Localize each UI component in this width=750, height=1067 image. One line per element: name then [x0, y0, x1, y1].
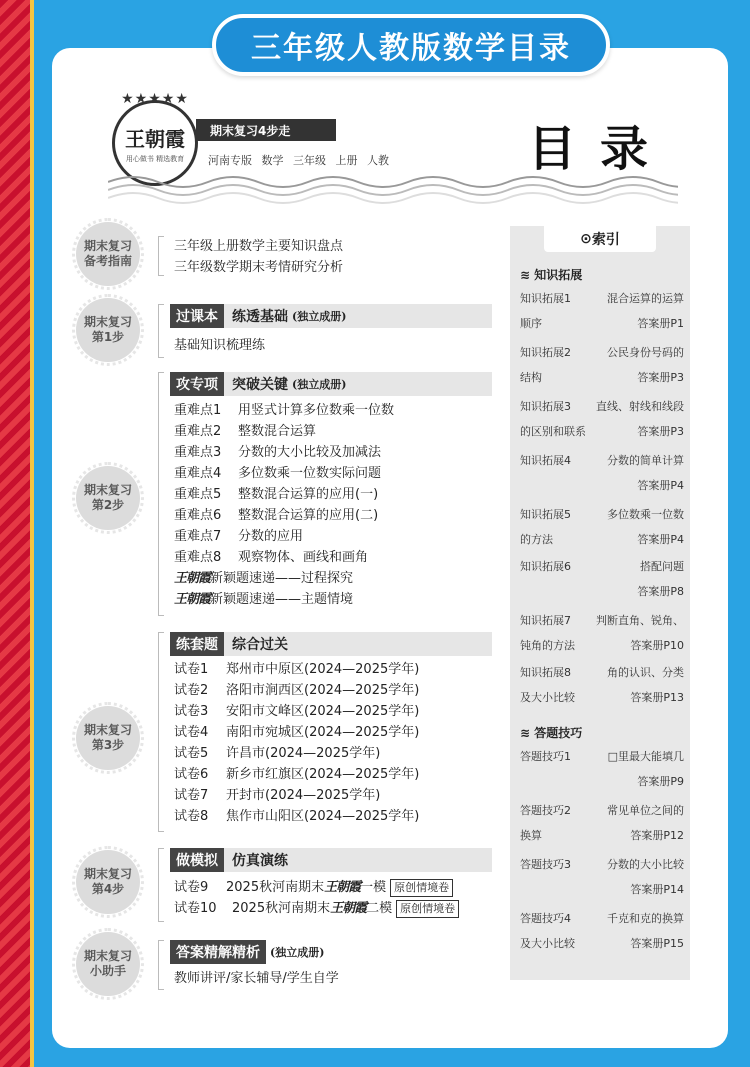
item-key: 重难点5 [174, 487, 222, 502]
list-item[interactable] [174, 526, 394, 547]
entry-ref: 答案册P3 [637, 425, 684, 438]
bracket [158, 848, 164, 922]
badge-step: 第4步 [91, 882, 125, 896]
original-tag: 原创情境卷 [390, 879, 453, 897]
step1-list [174, 335, 265, 356]
list-item[interactable] [174, 484, 394, 505]
section-tag: 答案精解精析 [170, 940, 266, 964]
section-header-helper [170, 940, 370, 964]
list-item[interactable] [174, 877, 459, 898]
item-key: 重难点4 [174, 466, 222, 481]
entry-key: 知识拓展8 [520, 666, 571, 679]
entry-text: 及大小比较 [520, 937, 575, 950]
section-tag: 做模拟 [170, 848, 224, 872]
badge-label: 期末复习 [83, 723, 132, 737]
section-note: (独立成册) [270, 946, 325, 959]
bracket [158, 372, 164, 616]
list-item[interactable] [174, 722, 419, 743]
section-subtitle: 突破关键 [232, 377, 288, 393]
step-badge-1 [76, 298, 140, 362]
entry-key: 知识拓展6 [520, 560, 571, 573]
original-tag: 原创情境卷 [396, 900, 459, 918]
index-entry[interactable] [520, 660, 684, 710]
index-entry[interactable] [520, 798, 684, 848]
entry-ref: 答案册P13 [630, 691, 684, 704]
item-key: 试卷3 [174, 704, 209, 719]
item-key: 试卷4 [174, 725, 209, 740]
entry-ref: 答案册P10 [630, 639, 684, 652]
entry-text: 换算 [520, 829, 542, 842]
index-entry[interactable] [520, 852, 684, 902]
page-title: 目录 [528, 121, 673, 177]
item-text: 整数混合运算的应用(一) [238, 487, 379, 502]
entry-text: 的区别和联系 [520, 425, 586, 438]
entry-key: 答题技巧4 [520, 912, 571, 925]
item-text: 2025秋河南期末 [232, 901, 331, 916]
index-category: ≋ 答题技巧 [520, 726, 583, 740]
list-item[interactable] [174, 400, 394, 421]
entry-ref: 答案册P14 [630, 883, 684, 896]
item-key: 试卷1 [174, 662, 209, 677]
item-text: 焦作市山阳区(2024—2025学年) [226, 809, 420, 824]
item-key: 试卷5 [174, 746, 209, 761]
badge-step: 备考指南 [83, 254, 132, 268]
section-subtitle: 仿真演练 [232, 853, 288, 869]
item-text: 开封市(2024—2025学年) [226, 788, 381, 803]
badge-label: 期末复习 [83, 315, 132, 329]
section-subtitle: 练透基础 [232, 309, 288, 325]
item-text: 新乡市红旗区(2024—2025学年) [226, 767, 420, 782]
item-text: 用竖式计算多位数乘一位数 [238, 403, 395, 418]
category-label: 答题技巧 [534, 726, 583, 740]
entry-ref: 答案册P4 [637, 479, 684, 492]
entry-text: 多位数乘一位数 [607, 508, 684, 521]
list-item[interactable] [174, 743, 419, 764]
entry-text: 顺序 [520, 317, 542, 330]
item-key: 试卷6 [174, 767, 209, 782]
entry-text: 角的认识、分类 [607, 666, 684, 679]
entry-text: 公民身份号码的 [607, 346, 684, 359]
entry-ref: 答案册P4 [637, 533, 684, 546]
section-subtitle: 综合过关 [232, 637, 288, 653]
entry-text: 结构 [520, 371, 542, 384]
logo-tagline: 用心做书 精选教育 [125, 154, 185, 163]
step-badge-helper [76, 932, 140, 996]
brand-signature: 王朝霞 [174, 592, 211, 607]
stars-icon: ★★★★★ [121, 91, 189, 107]
section-note: (独立成册) [292, 378, 347, 391]
series-label: 期末复习4步走 [196, 119, 336, 141]
item-key: 重难点6 [174, 508, 222, 523]
step-badge-2 [76, 466, 140, 530]
item-text: 分数的大小比较及加减法 [238, 445, 382, 460]
index-entry[interactable] [520, 906, 684, 956]
section-tag: 练套题 [170, 632, 224, 656]
entry-ref: 答案册P12 [630, 829, 684, 842]
step-badge-guide [76, 222, 140, 286]
section-header-step2 [170, 372, 492, 396]
badge-step: 小助手 [89, 964, 126, 978]
entry-key: 知识拓展4 [520, 454, 571, 467]
entry-text: 的方法 [520, 533, 553, 546]
list-item[interactable] [174, 547, 394, 568]
index-entry[interactable] [520, 744, 684, 794]
list-item[interactable] [174, 898, 459, 919]
list-item[interactable] [174, 463, 394, 484]
item-text: 2025秋河南期末 [226, 880, 325, 895]
entry-text: 分数的大小比较 [607, 858, 684, 871]
category-label: 知识拓展 [534, 268, 583, 282]
item-key: 试卷2 [174, 683, 209, 698]
list-item[interactable] [174, 442, 394, 463]
entry-key: 知识拓展2 [520, 346, 571, 359]
entry-key: 知识拓展1 [520, 292, 571, 305]
step-badge-4 [76, 850, 140, 914]
item-key: 试卷9 [174, 880, 209, 895]
list-item[interactable]: 三年级上册数学主要知识盘点 [174, 239, 344, 254]
entry-text: 钝角的方法 [520, 639, 575, 652]
edition-meta: 河南专版 数学 三年级 上册 人教 [208, 154, 389, 167]
entry-ref: 答案册P3 [637, 371, 684, 384]
entry-key: 知识拓展3 [520, 400, 571, 413]
item-key: 试卷10 [174, 901, 217, 916]
step4-list [174, 877, 459, 919]
item-text: 安阳市文峰区(2024—2025学年) [226, 704, 420, 719]
logo-brand-text: 王朝霞 [125, 126, 185, 151]
index-entry[interactable] [520, 340, 684, 390]
list-item[interactable] [174, 806, 419, 827]
item-key: 重难点3 [174, 445, 222, 460]
item-key: 试卷8 [174, 809, 209, 824]
section-header-step4 [170, 848, 492, 872]
entry-text: 千克和克的换算 [607, 912, 684, 925]
list-item[interactable] [174, 785, 419, 806]
badge-label: 期末复习 [83, 483, 132, 497]
brand-signature: 王朝霞 [174, 571, 211, 586]
page-banner: 三年级人教版数学目录 [212, 14, 610, 76]
item-text: 观察物体、画线和画角 [238, 550, 369, 565]
badge-label: 期末复习 [83, 949, 132, 963]
index-title [544, 226, 656, 252]
index-category: ≋ 知识拓展 [520, 268, 583, 282]
entry-ref: 答案册P8 [637, 585, 684, 598]
entry-text: 分数的简单计算 [607, 454, 684, 467]
index-entry[interactable] [520, 448, 684, 498]
item-text: 南阳市宛城区(2024—2025学年) [226, 725, 420, 740]
item-text: 新颖题速递——过程探究 [210, 571, 354, 586]
section-header-step1 [170, 304, 492, 328]
entry-text: 常见单位之间的 [607, 804, 684, 817]
guide-list [174, 236, 343, 278]
step-badge-3 [76, 706, 140, 770]
list-item[interactable] [174, 659, 419, 680]
item-text: 多位数乘一位数实际问题 [238, 466, 382, 481]
step2-list [174, 400, 394, 610]
section-header-step3 [170, 632, 492, 656]
entry-key: 答题技巧1 [520, 750, 571, 763]
item-key: 重难点2 [174, 424, 222, 439]
badge-step: 第3步 [91, 738, 125, 752]
list-item[interactable] [174, 589, 394, 610]
item-key: 重难点8 [174, 550, 222, 565]
entry-text: 搭配问题 [640, 560, 684, 573]
entry-text: □里最大能填几 [607, 750, 684, 763]
list-item[interactable]: 三年级数学期末考情研究分析 [174, 260, 344, 275]
index-title-text: 索引 [591, 232, 620, 248]
wave-decoration [108, 170, 678, 206]
bracket [158, 632, 164, 832]
item-key: 试卷7 [174, 788, 209, 803]
bracket [158, 940, 164, 990]
decorative-side-strip [0, 0, 34, 1067]
entry-key: 知识拓展7 [520, 614, 571, 627]
step3-list [174, 659, 419, 827]
badge-label: 期末复习 [83, 867, 132, 881]
index-entry[interactable] [520, 554, 684, 604]
entry-ref: 答案册P1 [637, 317, 684, 330]
item-text: 二模 [366, 901, 393, 916]
item-text: 整数混合运算 [238, 424, 317, 439]
item-text: 洛阳市涧西区(2024—2025学年) [226, 683, 420, 698]
item-text: 许昌市(2024—2025学年) [226, 746, 381, 761]
item-text: 新颖题速递——主题情境 [210, 592, 354, 607]
badge-step: 第1步 [91, 330, 125, 344]
brand-signature: 王朝霞 [324, 880, 361, 895]
item-key: 重难点1 [174, 403, 222, 418]
entry-text: 混合运算的运算 [607, 292, 684, 305]
list-item[interactable]: 教师讲评/家长辅导/学生自学 [174, 971, 339, 986]
entry-key: 答题技巧3 [520, 858, 571, 871]
list-item[interactable] [174, 505, 394, 526]
helper-list [174, 968, 339, 989]
entry-key: 知识拓展5 [520, 508, 571, 521]
brand-signature: 王朝霞 [330, 901, 367, 916]
index-entry[interactable] [520, 608, 684, 658]
item-text: 郑州市中原区(2024—2025学年) [226, 662, 420, 677]
item-text: 一模 [360, 880, 387, 895]
entry-text: 判断直角、锐角、 [596, 614, 684, 627]
index-entry[interactable] [520, 394, 684, 444]
list-item[interactable] [174, 568, 394, 589]
bracket [158, 236, 164, 276]
entry-ref: 答案册P9 [637, 775, 684, 788]
item-text: 分数的应用 [238, 529, 304, 544]
index-entry[interactable] [520, 286, 684, 336]
entry-ref: 答案册P15 [630, 937, 684, 950]
section-tag: 过课本 [170, 304, 224, 328]
item-key: 重难点7 [174, 529, 222, 544]
list-item[interactable]: 基础知识梳理练 [174, 338, 266, 353]
list-item[interactable] [174, 701, 419, 722]
search-icon: ⊙ [580, 231, 592, 247]
bracket [158, 304, 164, 358]
list-item[interactable] [174, 421, 394, 442]
index-entry[interactable] [520, 502, 684, 552]
list-item[interactable] [174, 764, 419, 785]
badge-label: 期末复习 [83, 239, 132, 253]
section-tag: 攻专项 [170, 372, 224, 396]
entry-text: 及大小比较 [520, 691, 575, 704]
section-note: (独立成册) [292, 310, 347, 323]
entry-text: 直线、射线和线段 [596, 400, 684, 413]
entry-key: 答题技巧2 [520, 804, 571, 817]
list-item[interactable] [174, 680, 419, 701]
index-panel [510, 226, 690, 980]
badge-step: 第2步 [91, 498, 125, 512]
item-text: 整数混合运算的应用(二) [238, 508, 379, 523]
